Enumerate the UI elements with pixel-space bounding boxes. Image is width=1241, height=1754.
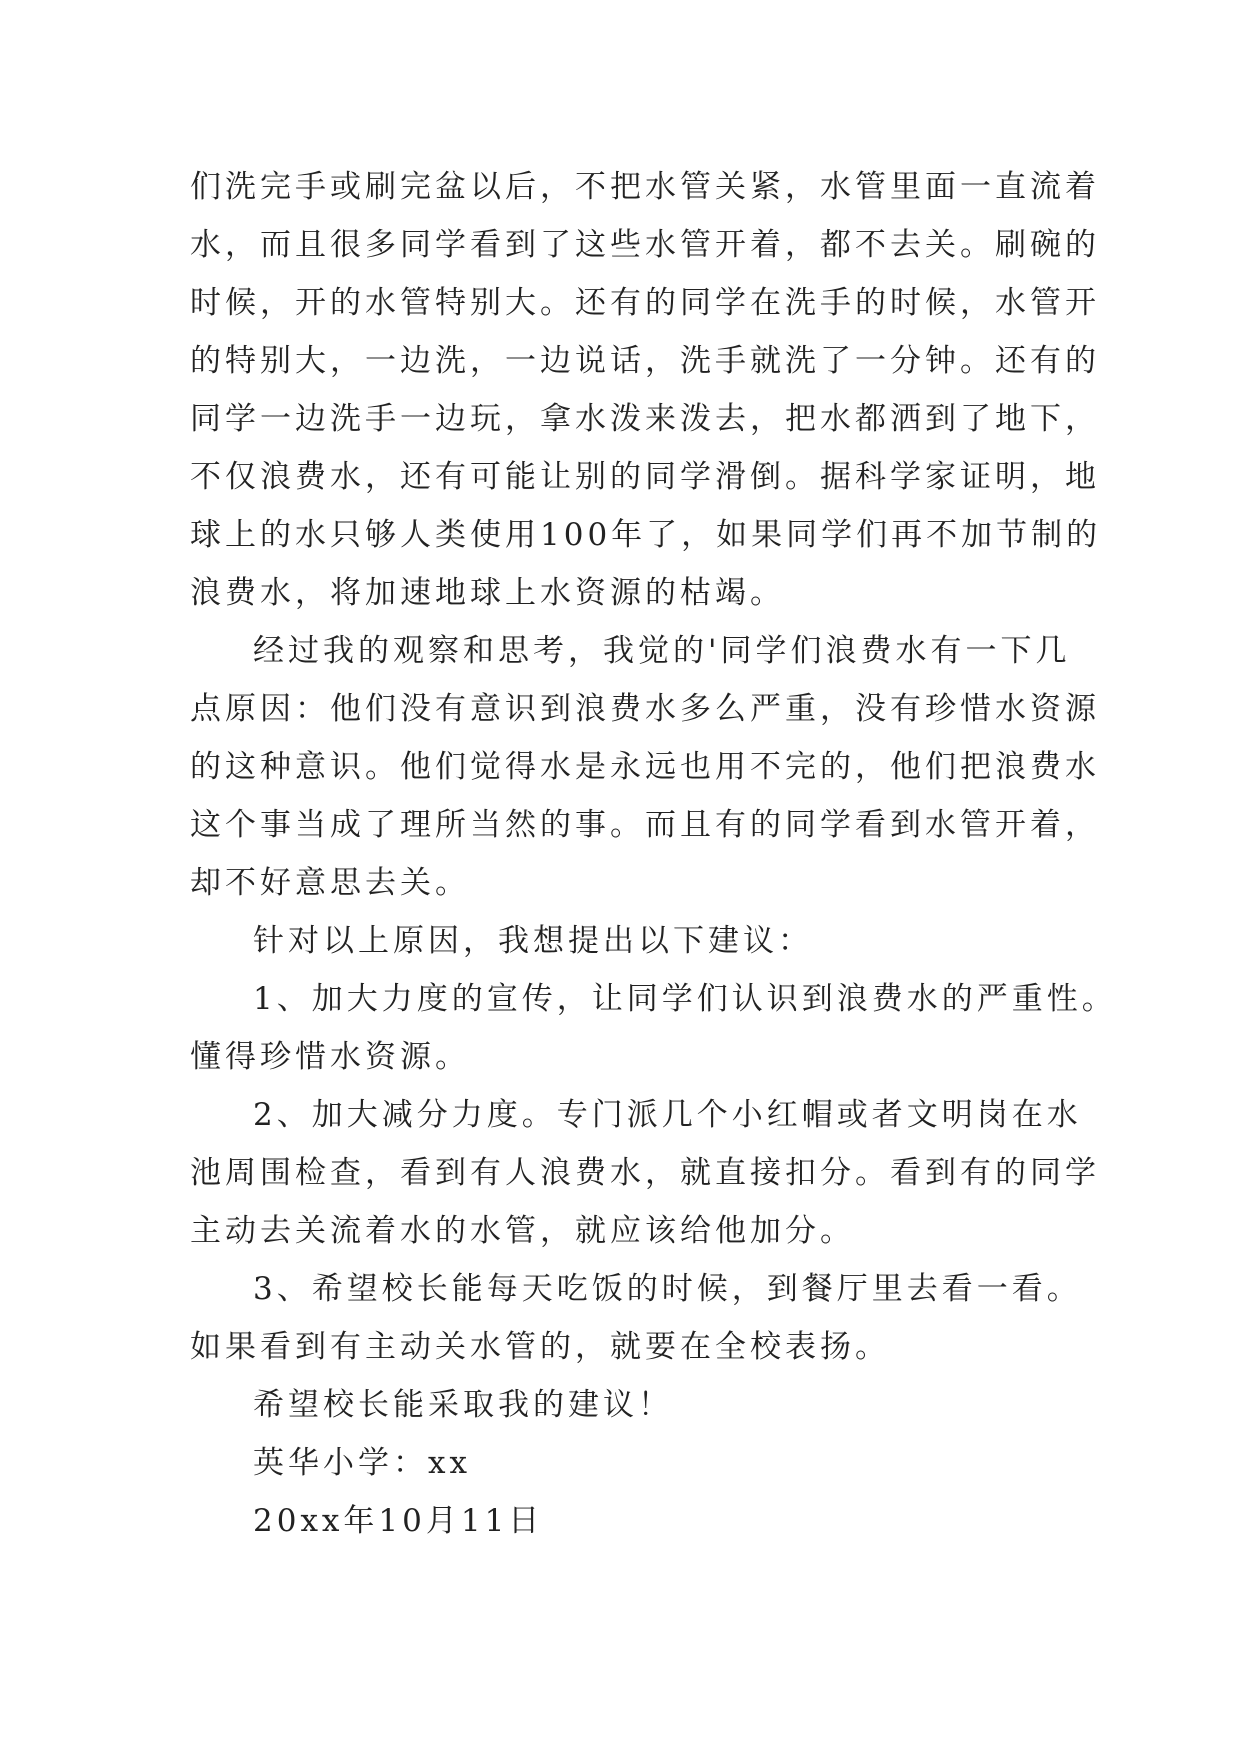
text-line: 同学一边洗手一边玩，拿水泼来泼去，把水都洒到了地下， — [190, 401, 1100, 437]
text-line: 3、希望校长能每天吃饭的时候，到餐厅里去看一看。 — [253, 1271, 1082, 1307]
text-line: 却不好意思去关。 — [190, 865, 470, 901]
paragraph-3 — [190, 912, 1050, 970]
text-line: 不仅浪费水，还有可能让别的同学滑倒。据科学家证明，地 — [190, 459, 1100, 495]
text-line: 希望校长能采取我的建议！ — [253, 1387, 673, 1423]
closing-line — [190, 1376, 1050, 1434]
suggestion-2 — [190, 1086, 1100, 1260]
text-line: 经过我的观察和思考，我觉的'同学们浪费水有一下几 — [253, 633, 1071, 669]
paragraph-2 — [190, 622, 1100, 912]
text-line: 时候，开的水管特别大。还有的同学在洗手的时候，水管开 — [190, 285, 1100, 321]
text-line: 球上的水只够人类使用100年了，如果同学们再不加节制的 — [190, 517, 1102, 553]
text-line: 这个事当成了理所当然的事。而且有的同学看到水管开着， — [190, 807, 1100, 843]
text-line: 的这种意识。他们觉得水是永远也用不完的，他们把浪费水 — [190, 749, 1100, 785]
text-line: 池周围检查，看到有人浪费水，就直接扣分。看到有的同学 — [190, 1155, 1100, 1191]
text-line: 浪费水，将加速地球上水资源的枯竭。 — [190, 575, 785, 611]
text-line: 水，而且很多同学看到了这些水管开着，都不去关。刷碗的 — [190, 227, 1100, 263]
suggestion-3 — [190, 1260, 1082, 1376]
date-line — [190, 1492, 1050, 1550]
text-line: 点原因：他们没有意识到浪费水多么严重，没有珍惜水资源 — [190, 691, 1100, 727]
signature — [190, 1434, 1050, 1492]
document-body — [190, 158, 1117, 1550]
text-line: 的特别大，一边洗，一边说话，洗手就洗了一分钟。还有的 — [190, 343, 1100, 379]
suggestion-1 — [190, 970, 1117, 1086]
text-line: 20xx年10月11日 — [253, 1503, 544, 1539]
text-line: 懂得珍惜水资源。 — [190, 1039, 470, 1075]
text-line: 主动去关流着水的水管，就应该给他加分。 — [190, 1213, 855, 1249]
paragraph-1 — [190, 158, 1102, 622]
text-line: 针对以上原因，我想提出以下建议： — [253, 923, 813, 959]
text-line: 1、加大力度的宣传，让同学们认识到浪费水的严重性。 — [253, 981, 1117, 1017]
text-line: 们洗完手或刷完盆以后，不把水管关紧，水管里面一直流着 — [190, 169, 1100, 205]
text-line: 2、加大减分力度。专门派几个小红帽或者文明岗在水 — [253, 1097, 1082, 1133]
text-line: 如果看到有主动关水管的，就要在全校表扬。 — [190, 1329, 890, 1365]
text-line: 英华小学：xx — [253, 1445, 471, 1481]
